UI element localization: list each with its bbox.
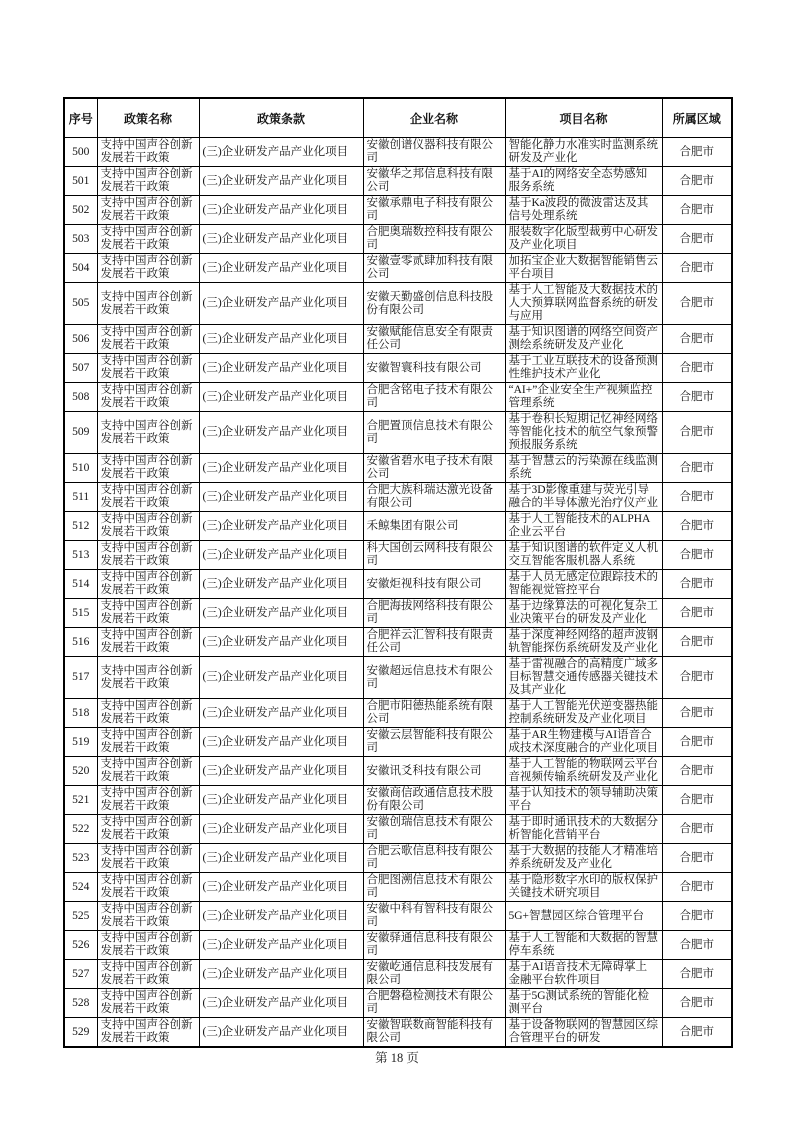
table-row xyxy=(64,383,732,412)
cell-policy-name: 支持中国声谷创新发展若干政策 xyxy=(97,325,199,354)
cell-region: 合肥市 xyxy=(662,512,732,541)
table-row xyxy=(64,815,732,844)
cell-policy-name: 支持中国声谷创新发展若干政策 xyxy=(97,989,199,1018)
cell-policy-clause: (三)企业研发产品产业化项目 xyxy=(199,454,363,483)
cell-policy-name: 支持中国声谷创新发展若干政策 xyxy=(97,454,199,483)
cell-policy-clause: (三)企业研发产品产业化项目 xyxy=(199,383,363,412)
cell-serial-number: 523 xyxy=(64,844,97,873)
table-row xyxy=(64,196,732,225)
cell-policy-clause: (三)企业研发产品产业化项目 xyxy=(199,1018,363,1048)
cell-region: 合肥市 xyxy=(662,786,732,815)
cell-policy-name: 支持中国声谷创新发展若干政策 xyxy=(97,628,199,657)
col-header-region: 所属区域 xyxy=(662,98,732,138)
table-row xyxy=(64,454,732,483)
table-row xyxy=(64,412,732,454)
cell-policy-clause: (三)企业研发产品产业化项目 xyxy=(199,786,363,815)
cell-region: 合肥市 xyxy=(662,599,732,628)
cell-serial-number: 501 xyxy=(64,167,97,196)
cell-region: 合肥市 xyxy=(662,225,732,254)
cell-policy-name: 支持中国声谷创新发展若干政策 xyxy=(97,354,199,383)
cell-company-name: 安徽商信政通信息技术股份有限公司 xyxy=(363,786,505,815)
cell-region: 合肥市 xyxy=(662,283,732,325)
cell-company-name: 安徽省碧水电子技术有限公司 xyxy=(363,454,505,483)
table-row xyxy=(64,786,732,815)
table-row xyxy=(64,167,732,196)
table-row xyxy=(64,960,732,989)
cell-policy-clause: (三)企业研发产品产业化项目 xyxy=(199,412,363,454)
cell-project-name: 基于人工智能光伏逆变器热能控制系统研发及产业化项目 xyxy=(505,699,662,728)
cell-serial-number: 524 xyxy=(64,873,97,902)
cell-project-name: 基于深度神经网络的超声波钢轨智能探伤系统研发及产业化 xyxy=(505,628,662,657)
cell-policy-name: 支持中国声谷创新发展若干政策 xyxy=(97,412,199,454)
cell-company-name: 安徽讯爻科技有限公司 xyxy=(363,757,505,786)
cell-serial-number: 519 xyxy=(64,728,97,757)
cell-region: 合肥市 xyxy=(662,454,732,483)
table-row xyxy=(64,599,732,628)
table-header-row xyxy=(64,98,732,138)
cell-policy-name: 支持中国声谷创新发展若干政策 xyxy=(97,757,199,786)
cell-policy-clause: (三)企业研发产品产业化项目 xyxy=(199,989,363,1018)
cell-project-name: 基于人员无感定位跟踪技术的智能视觉管控平台 xyxy=(505,570,662,599)
table-row xyxy=(64,628,732,657)
cell-policy-clause: (三)企业研发产品产业化项目 xyxy=(199,354,363,383)
table-row xyxy=(64,699,732,728)
cell-region: 合肥市 xyxy=(662,167,732,196)
cell-company-name: 合肥云歌信息科技有限公司 xyxy=(363,844,505,873)
cell-policy-clause: (三)企业研发产品产业化项目 xyxy=(199,902,363,931)
cell-company-name: 合肥祥云汇智科技有限责任公司 xyxy=(363,628,505,657)
cell-company-name: 安徽创瑞信息技术有限公司 xyxy=(363,815,505,844)
col-header-policy-clause: 政策条款 xyxy=(199,98,363,138)
cell-policy-name: 支持中国声谷创新发展若干政策 xyxy=(97,657,199,699)
cell-policy-name: 支持中国声谷创新发展若干政策 xyxy=(97,873,199,902)
cell-policy-clause: (三)企业研发产品产业化项目 xyxy=(199,570,363,599)
cell-policy-name: 支持中国声谷创新发展若干政策 xyxy=(97,844,199,873)
cell-project-name: 基于隐形数字水印的版权保护关键技术研究项目 xyxy=(505,873,662,902)
cell-serial-number: 516 xyxy=(64,628,97,657)
cell-policy-name: 支持中国声谷创新发展若干政策 xyxy=(97,254,199,283)
cell-policy-name: 支持中国声谷创新发展若干政策 xyxy=(97,512,199,541)
cell-serial-number: 504 xyxy=(64,254,97,283)
cell-serial-number: 511 xyxy=(64,483,97,512)
cell-company-name: 合肥含铭电子技术有限公司 xyxy=(363,383,505,412)
cell-region: 合肥市 xyxy=(662,138,732,167)
cell-region: 合肥市 xyxy=(662,960,732,989)
cell-project-name: 基于工业互联技术的设备预测性维护技术产业化 xyxy=(505,354,662,383)
cell-project-name: 5G+智慧园区综合管理平台 xyxy=(505,902,662,931)
cell-project-name: 智能化静力水准实时监测系统研发及产业化 xyxy=(505,138,662,167)
cell-serial-number: 514 xyxy=(64,570,97,599)
cell-serial-number: 515 xyxy=(64,599,97,628)
cell-company-name: 合肥大族科瑞达激光设备有限公司 xyxy=(363,483,505,512)
cell-serial-number: 529 xyxy=(64,1018,97,1048)
table-row xyxy=(64,541,732,570)
cell-company-name: 安徽云层智能科技有限公司 xyxy=(363,728,505,757)
cell-region: 合肥市 xyxy=(662,196,732,225)
cell-project-name: 基于知识图谱的软件定义人机交互智能客服机器人系统 xyxy=(505,541,662,570)
table-row xyxy=(64,844,732,873)
cell-region: 合肥市 xyxy=(662,483,732,512)
cell-region: 合肥市 xyxy=(662,412,732,454)
cell-company-name: 安徽中科有智科技有限公司 xyxy=(363,902,505,931)
cell-project-name: 加拓宝企业大数据智能销售云平台项目 xyxy=(505,254,662,283)
cell-serial-number: 500 xyxy=(64,138,97,167)
cell-serial-number: 526 xyxy=(64,931,97,960)
cell-serial-number: 522 xyxy=(64,815,97,844)
table-row xyxy=(64,283,732,325)
cell-policy-name: 支持中国声谷创新发展若干政策 xyxy=(97,541,199,570)
cell-project-name: 基于雷视融合的高精度广域多目标智慧交通传感器关键技术及其产业化 xyxy=(505,657,662,699)
cell-company-name: 合肥置顶信息技术有限公司 xyxy=(363,412,505,454)
cell-company-name: 安徽智寰科技有限公司 xyxy=(363,354,505,383)
cell-project-name: 基于人工智能技术的ALPHA企业云平台 xyxy=(505,512,662,541)
col-header-project-name: 项目名称 xyxy=(505,98,662,138)
cell-company-name: 安徽炬视科技有限公司 xyxy=(363,570,505,599)
cell-region: 合肥市 xyxy=(662,325,732,354)
cell-company-name: 安徽智联数商智能科技有限公司 xyxy=(363,1018,505,1048)
cell-policy-clause: (三)企业研发产品产业化项目 xyxy=(199,628,363,657)
cell-project-name: 基于3D影像重建与荧光引导融合的半导体激光治疗仪产业 xyxy=(505,483,662,512)
cell-region: 合肥市 xyxy=(662,844,732,873)
cell-policy-name: 支持中国声谷创新发展若干政策 xyxy=(97,167,199,196)
cell-serial-number: 512 xyxy=(64,512,97,541)
cell-policy-name: 支持中国声谷创新发展若干政策 xyxy=(97,815,199,844)
table-row xyxy=(64,757,732,786)
cell-region: 合肥市 xyxy=(662,657,732,699)
cell-company-name: 安徽承鼎电子科技有限公司 xyxy=(363,196,505,225)
cell-serial-number: 521 xyxy=(64,786,97,815)
cell-serial-number: 507 xyxy=(64,354,97,383)
cell-policy-clause: (三)企业研发产品产业化项目 xyxy=(199,960,363,989)
cell-company-name: 安徽创谱仪器科技有限公司 xyxy=(363,138,505,167)
table-row xyxy=(64,254,732,283)
cell-policy-name: 支持中国声谷创新发展若干政策 xyxy=(97,902,199,931)
cell-company-name: 安徽壹零贰肆加科技有限公司 xyxy=(363,254,505,283)
cell-policy-name: 支持中国声谷创新发展若干政策 xyxy=(97,383,199,412)
cell-serial-number: 510 xyxy=(64,454,97,483)
table-row xyxy=(64,325,732,354)
table-row xyxy=(64,1018,732,1048)
cell-policy-clause: (三)企业研发产品产业化项目 xyxy=(199,225,363,254)
cell-policy-clause: (三)企业研发产品产业化项目 xyxy=(199,541,363,570)
cell-region: 合肥市 xyxy=(662,541,732,570)
cell-region: 合肥市 xyxy=(662,699,732,728)
cell-policy-name: 支持中国声谷创新发展若干政策 xyxy=(97,483,199,512)
cell-policy-name: 支持中国声谷创新发展若干政策 xyxy=(97,931,199,960)
cell-policy-clause: (三)企业研发产品产业化项目 xyxy=(199,931,363,960)
table-row xyxy=(64,657,732,699)
cell-policy-clause: (三)企业研发产品产业化项目 xyxy=(199,196,363,225)
cell-policy-name: 支持中国声谷创新发展若干政策 xyxy=(97,283,199,325)
cell-policy-clause: (三)企业研发产品产业化项目 xyxy=(199,599,363,628)
col-header-policy-name: 政策名称 xyxy=(97,98,199,138)
cell-company-name: 安徽天勤盛创信息科技股份有限公司 xyxy=(363,283,505,325)
cell-region: 合肥市 xyxy=(662,254,732,283)
cell-company-name: 合肥磐稳检测技术有限公司 xyxy=(363,989,505,1018)
cell-policy-name: 支持中国声谷创新发展若干政策 xyxy=(97,786,199,815)
cell-company-name: 合肥海拔网络科技有限公司 xyxy=(363,599,505,628)
cell-project-name: 基于人工智能和大数据的智慧停车系统 xyxy=(505,931,662,960)
cell-project-name: 基于边缘算法的可视化复杂工业决策平台的研发及产业化 xyxy=(505,599,662,628)
cell-company-name: 安徽驿通信息科技有限公司 xyxy=(363,931,505,960)
cell-project-name: 基于人工智能及大数据技术的人大预算联网监督系统的研发与应用 xyxy=(505,283,662,325)
cell-policy-clause: (三)企业研发产品产业化项目 xyxy=(199,483,363,512)
cell-project-name: 基于Ka波段的微波雷达及其信号处理系统 xyxy=(505,196,662,225)
cell-region: 合肥市 xyxy=(662,989,732,1018)
table-row xyxy=(64,931,732,960)
cell-company-name: 安徽超远信息技术有限公司 xyxy=(363,657,505,699)
cell-region: 合肥市 xyxy=(662,873,732,902)
col-header-company-name: 企业名称 xyxy=(363,98,505,138)
cell-policy-name: 支持中国声谷创新发展若干政策 xyxy=(97,196,199,225)
table-row xyxy=(64,570,732,599)
cell-serial-number: 508 xyxy=(64,383,97,412)
cell-policy-clause: (三)企业研发产品产业化项目 xyxy=(199,757,363,786)
cell-serial-number: 505 xyxy=(64,283,97,325)
cell-project-name: 基于设备物联网的智慧园区综合管理平台的研发 xyxy=(505,1018,662,1048)
cell-project-name: 基于知识图谱的网络空间资产测绘系统研发及产业化 xyxy=(505,325,662,354)
cell-policy-name: 支持中国声谷创新发展若干政策 xyxy=(97,225,199,254)
cell-policy-clause: (三)企业研发产品产业化项目 xyxy=(199,657,363,699)
cell-region: 合肥市 xyxy=(662,757,732,786)
cell-region: 合肥市 xyxy=(662,383,732,412)
cell-project-name: 基于AI的网络安全态势感知服务系统 xyxy=(505,167,662,196)
col-header-serial: 序号 xyxy=(64,98,97,138)
table-row xyxy=(64,138,732,167)
cell-project-name: 基于人工智能的物联网云平台音视频传输系统研发及产业化 xyxy=(505,757,662,786)
cell-policy-clause: (三)企业研发产品产业化项目 xyxy=(199,283,363,325)
policy-table xyxy=(63,97,733,1048)
table-row xyxy=(64,354,732,383)
cell-company-name: 禾鲸集团有限公司 xyxy=(363,512,505,541)
cell-project-name: 基于5G测试系统的智能化检测平台 xyxy=(505,989,662,1018)
cell-serial-number: 518 xyxy=(64,699,97,728)
cell-serial-number: 520 xyxy=(64,757,97,786)
cell-policy-clause: (三)企业研发产品产业化项目 xyxy=(199,873,363,902)
table-body xyxy=(64,138,732,1048)
table-row xyxy=(64,225,732,254)
cell-policy-clause: (三)企业研发产品产业化项目 xyxy=(199,167,363,196)
cell-company-name: 安徽屹通信息科技发展有限公司 xyxy=(363,960,505,989)
cell-serial-number: 509 xyxy=(64,412,97,454)
cell-serial-number: 506 xyxy=(64,325,97,354)
cell-policy-name: 支持中国声谷创新发展若干政策 xyxy=(97,570,199,599)
cell-project-name: 基于大数据的技能人才精准培养系统研发及产业化 xyxy=(505,844,662,873)
table-row xyxy=(64,728,732,757)
cell-region: 合肥市 xyxy=(662,931,732,960)
cell-project-name: 基于AR生物建模与AI语音合成技术深度融合的产业化项目 xyxy=(505,728,662,757)
cell-region: 合肥市 xyxy=(662,570,732,599)
cell-serial-number: 503 xyxy=(64,225,97,254)
cell-policy-name: 支持中国声谷创新发展若干政策 xyxy=(97,1018,199,1048)
table-row xyxy=(64,873,732,902)
cell-company-name: 合肥图溯信息技术有限公司 xyxy=(363,873,505,902)
table-row xyxy=(64,902,732,931)
cell-policy-clause: (三)企业研发产品产业化项目 xyxy=(199,728,363,757)
cell-serial-number: 502 xyxy=(64,196,97,225)
cell-serial-number: 525 xyxy=(64,902,97,931)
cell-policy-name: 支持中国声谷创新发展若干政策 xyxy=(97,699,199,728)
cell-region: 合肥市 xyxy=(662,354,732,383)
cell-policy-clause: (三)企业研发产品产业化项目 xyxy=(199,699,363,728)
cell-project-name: 基于智慧云的污染源在线监测系统 xyxy=(505,454,662,483)
cell-policy-clause: (三)企业研发产品产业化项目 xyxy=(199,844,363,873)
cell-policy-clause: (三)企业研发产品产业化项目 xyxy=(199,815,363,844)
cell-serial-number: 527 xyxy=(64,960,97,989)
cell-region: 合肥市 xyxy=(662,628,732,657)
cell-company-name: 合肥奥瑞数控科技有限公司 xyxy=(363,225,505,254)
table-row xyxy=(64,512,732,541)
cell-project-name: 基于认知技术的领导辅助决策平台 xyxy=(505,786,662,815)
cell-policy-clause: (三)企业研发产品产业化项目 xyxy=(199,138,363,167)
cell-company-name: 科大国创云网科技有限公司 xyxy=(363,541,505,570)
cell-policy-name: 支持中国声谷创新发展若干政策 xyxy=(97,960,199,989)
cell-policy-clause: (三)企业研发产品产业化项目 xyxy=(199,325,363,354)
cell-policy-clause: (三)企业研发产品产业化项目 xyxy=(199,512,363,541)
cell-serial-number: 528 xyxy=(64,989,97,1018)
cell-project-name: 基于AI语音技术无障碍掌上金融平台软件项目 xyxy=(505,960,662,989)
cell-region: 合肥市 xyxy=(662,815,732,844)
cell-project-name: “AI+”企业安全生产视频监控管理系统 xyxy=(505,383,662,412)
page-number: 第 18 页 xyxy=(375,1051,419,1065)
cell-serial-number: 517 xyxy=(64,657,97,699)
cell-policy-name: 支持中国声谷创新发展若干政策 xyxy=(97,728,199,757)
cell-serial-number: 513 xyxy=(64,541,97,570)
table-row xyxy=(64,989,732,1018)
cell-company-name: 安徽华之邦信息科技有限公司 xyxy=(363,167,505,196)
table-row xyxy=(64,483,732,512)
cell-region: 合肥市 xyxy=(662,728,732,757)
cell-project-name: 服装数字化版型裁剪中心研发及产业化项目 xyxy=(505,225,662,254)
cell-region: 合肥市 xyxy=(662,902,732,931)
cell-company-name: 安徽赋能信息安全有限责任公司 xyxy=(363,325,505,354)
cell-region: 合肥市 xyxy=(662,1018,732,1048)
cell-project-name: 基于即时通讯技术的大数据分析智能化营销平台 xyxy=(505,815,662,844)
cell-policy-name: 支持中国声谷创新发展若干政策 xyxy=(97,138,199,167)
cell-policy-name: 支持中国声谷创新发展若干政策 xyxy=(97,599,199,628)
cell-project-name: 基于卷积长短期记忆神经网络等智能化技术的航空气象预警预报服务系统 xyxy=(505,412,662,454)
cell-company-name: 合肥市阳德热能系统有限公司 xyxy=(363,699,505,728)
cell-policy-clause: (三)企业研发产品产业化项目 xyxy=(199,254,363,283)
